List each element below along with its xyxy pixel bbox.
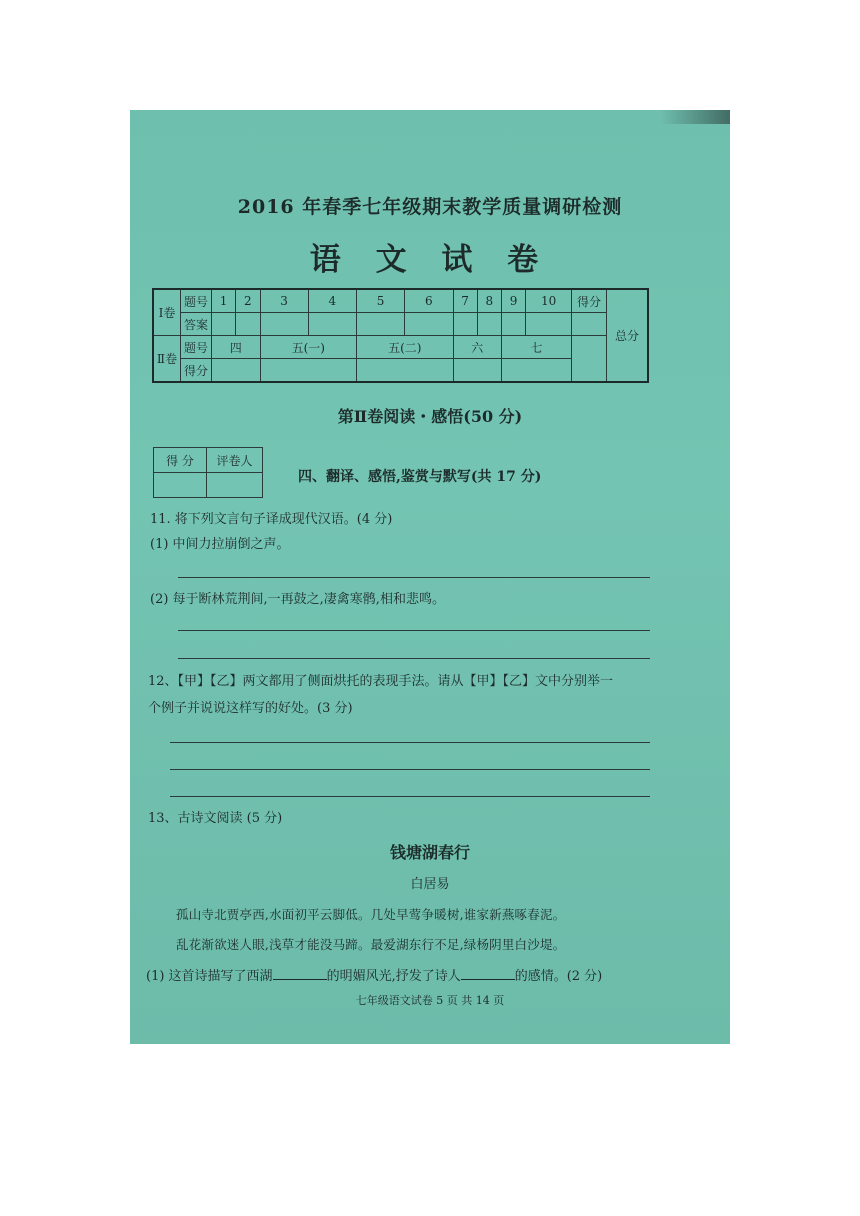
grader-box: [153, 447, 263, 498]
answer-cell: [405, 313, 453, 336]
row-label-score: 得分: [181, 359, 212, 383]
sub-question-text-b: 的明媚风光,抒发了诗人: [326, 969, 461, 984]
poem-author: 白居易: [410, 877, 450, 892]
score-cell: [260, 359, 357, 383]
question-11-1: (1) 中间力拉崩倒之声。: [150, 537, 290, 552]
answer-cell: [526, 313, 572, 336]
question-number: 2: [236, 289, 260, 313]
question-number: 6: [405, 289, 453, 313]
answer-cell: [236, 313, 260, 336]
question-11: 11. 将下列文言句子译成现代汉语。(4 分): [150, 512, 393, 527]
grader-score-cell: [154, 473, 207, 498]
question-12-line1: 12、【甲】【乙】两文都用了侧面烘托的表现手法。请从【甲】【乙】文中分别举一: [148, 674, 614, 689]
question-number: 7: [453, 289, 477, 313]
paper-title: 语 文 试 卷: [309, 242, 551, 278]
vol1-score-label: 得分: [572, 289, 607, 313]
part-four-title: 四、翻译、感悟,鉴赏与默写(共 17 分): [298, 469, 542, 485]
exam-heading: 2016 年春季七年级期末教学质量调研检测: [237, 196, 623, 218]
answer-line: [178, 577, 650, 578]
question-number: 10: [526, 289, 572, 313]
question-11-2: (2) 每于断林荒荆间,一再鼓之,凄禽寒鹘,相和悲鸣。: [150, 592, 445, 607]
section-number: 六: [453, 336, 502, 359]
question-12-line2: 个例子并说说这样写的好处。(3 分): [148, 701, 353, 716]
poem-line-2: 乱花渐欲迷人眼,浅草才能没马蹄。最爱湖东行不足,绿杨阴里白沙堤。: [176, 937, 566, 952]
question-number: 1: [212, 289, 236, 313]
grader-box-grader-label: 评卷人: [207, 448, 263, 473]
vol2-label: Ⅱ卷: [153, 336, 181, 383]
fill-in-blank: [273, 967, 327, 980]
answer-cell: [357, 313, 405, 336]
answer-line: [178, 630, 650, 631]
poem-line-1: 孤山寺北贾亭西,水面初平云脚低。几处早莺争暖树,谁家新燕啄春泥。: [176, 907, 566, 922]
vol1-question-row: [153, 289, 648, 313]
grader-box-score-label: 得 分: [154, 448, 207, 473]
score-cell: [212, 359, 261, 383]
answer-cell: [477, 313, 501, 336]
sub-question-1: [146, 965, 602, 984]
question-13: 13、古诗文阅读 (5 分): [148, 811, 283, 826]
answer-line: [170, 742, 650, 743]
row-label-answer: 答案: [181, 313, 212, 336]
exam-page-photo: [130, 110, 730, 1044]
answer-cell: [453, 313, 477, 336]
section-number: 五(一): [260, 336, 357, 359]
poem-title: 钱塘湖春行: [389, 843, 470, 862]
answer-cell: [308, 313, 356, 336]
answer-line: [170, 769, 650, 770]
row-label-question-no: 题号: [181, 336, 212, 359]
question-number: 9: [502, 289, 526, 313]
row-label-question-no: 题号: [181, 289, 212, 313]
section-number: 七: [502, 336, 572, 359]
fill-in-blank: [461, 967, 515, 980]
score-table: [152, 288, 649, 383]
answer-cell: [502, 313, 526, 336]
vol1-answer-row: [153, 313, 648, 336]
score-cell: [502, 359, 572, 383]
question-number: 3: [260, 289, 308, 313]
sub-question-text-c: 的感情。(2 分): [514, 969, 603, 984]
vol2-score-cell: [572, 336, 607, 383]
question-number: 5: [357, 289, 405, 313]
sub-question-text-a: (1) 这首诗描写了西湖: [146, 969, 273, 984]
total-score-label: 总分: [607, 289, 649, 382]
score-cell: [357, 359, 454, 383]
section-number: 五(二): [357, 336, 454, 359]
answer-line: [170, 796, 650, 797]
vol1-score-cell: [572, 313, 607, 336]
vol1-label: Ⅰ卷: [153, 289, 181, 336]
page-footer: 七年级语文试卷 5 页 共 14 页: [355, 994, 505, 1007]
answer-cell: [260, 313, 308, 336]
answer-cell: [212, 313, 236, 336]
score-cell: [453, 359, 502, 383]
grader-name-cell: [207, 473, 263, 498]
question-number: 4: [308, 289, 356, 313]
section-number: 四: [212, 336, 261, 359]
vol2-question-row: [153, 336, 648, 359]
question-number: 8: [477, 289, 501, 313]
section-title: 第Ⅱ卷阅读・感悟(50 分): [337, 407, 523, 426]
answer-line: [178, 658, 650, 659]
